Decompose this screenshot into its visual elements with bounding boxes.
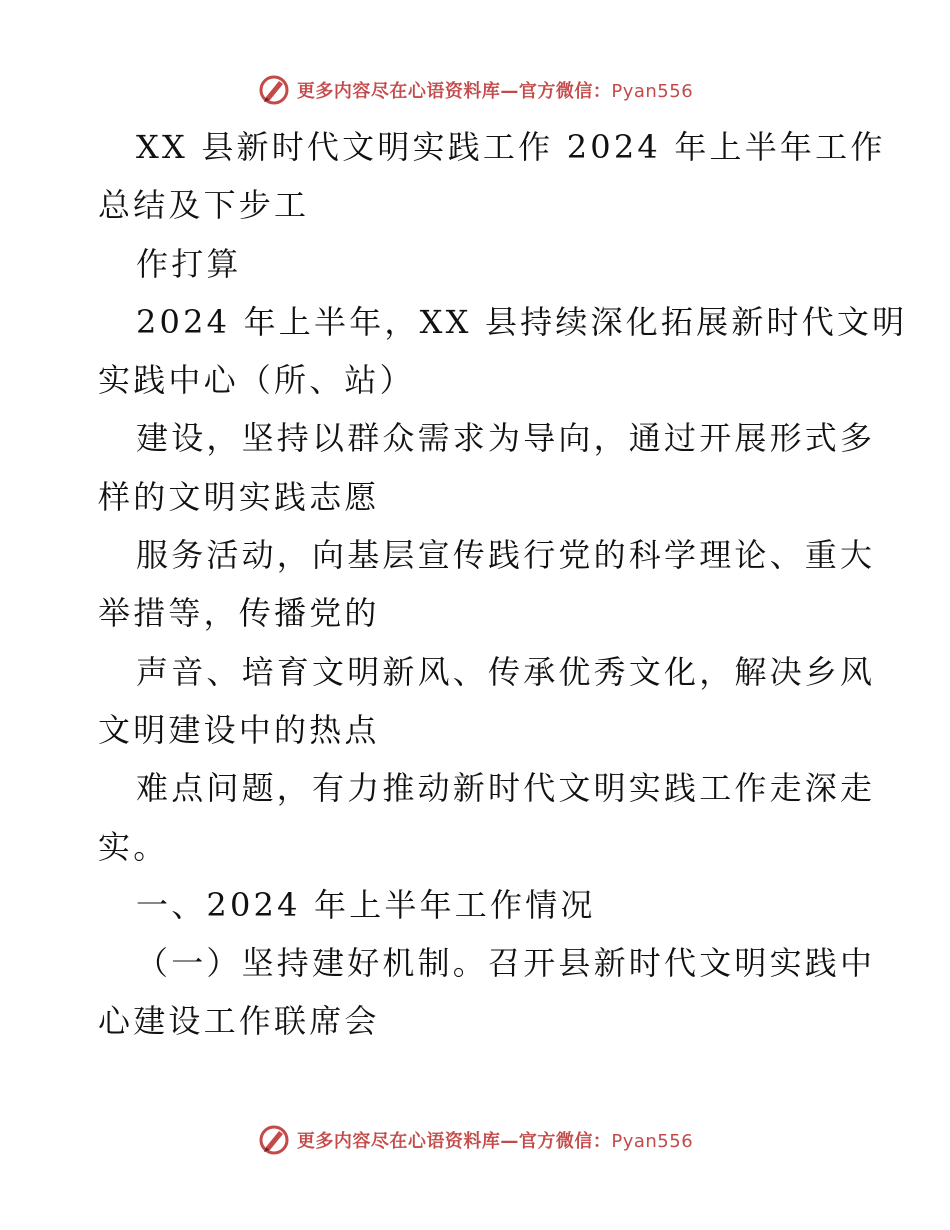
watermark-footer xyxy=(0,1120,950,1160)
watermark-text: 更多内容尽在心语资料库—官方微信：Pyan556 xyxy=(296,81,694,102)
document-line: 心建设工作联席会 xyxy=(98,1002,380,1041)
pen-circle-logo-icon xyxy=(257,1123,291,1157)
watermark-text: 更多内容尽在心语资料库—官方微信：Pyan556 xyxy=(296,1131,694,1152)
document-line: 一、2024 年上半年工作情况 xyxy=(136,885,596,924)
document-line: 样的文明实践志愿 xyxy=(98,477,380,516)
watermark-wechat-id: Pyan556 xyxy=(611,1131,694,1152)
document-line: （一）坚持建好机制。召开县新时代文明实践中 xyxy=(136,944,876,983)
document-line: 难点问题，有力推动新时代文明实践工作走深走 xyxy=(136,769,876,808)
document-line: 服务活动，向基层宣传践行党的科学理论、重大 xyxy=(136,536,876,575)
document-line: 举措等，传播党的 xyxy=(98,594,380,633)
document-line: 建设，坚持以群众需求为导向，通过开展形式多 xyxy=(136,419,876,458)
document-line: 声音、培育文明新风、传承优秀文化，解决乡风 xyxy=(136,652,876,691)
pen-circle-logo-icon xyxy=(257,73,291,107)
document-body xyxy=(98,118,908,1051)
watermark-header xyxy=(0,70,950,110)
document-line: 实践中心（所、站） xyxy=(98,361,415,400)
document-line: 作打算 xyxy=(136,244,242,283)
document-line: XX 县新时代文明实践工作 2024 年上半年工作 xyxy=(136,128,886,166)
document-line: 实。 xyxy=(98,827,169,866)
document-line: 文明建设中的热点 xyxy=(98,710,380,749)
document-line: 2024 年上半年，XX 县持续深化拓展新时代文明 xyxy=(136,302,908,341)
document-line: 总结及下步工 xyxy=(98,186,310,225)
watermark-wechat-id: Pyan556 xyxy=(611,81,694,102)
